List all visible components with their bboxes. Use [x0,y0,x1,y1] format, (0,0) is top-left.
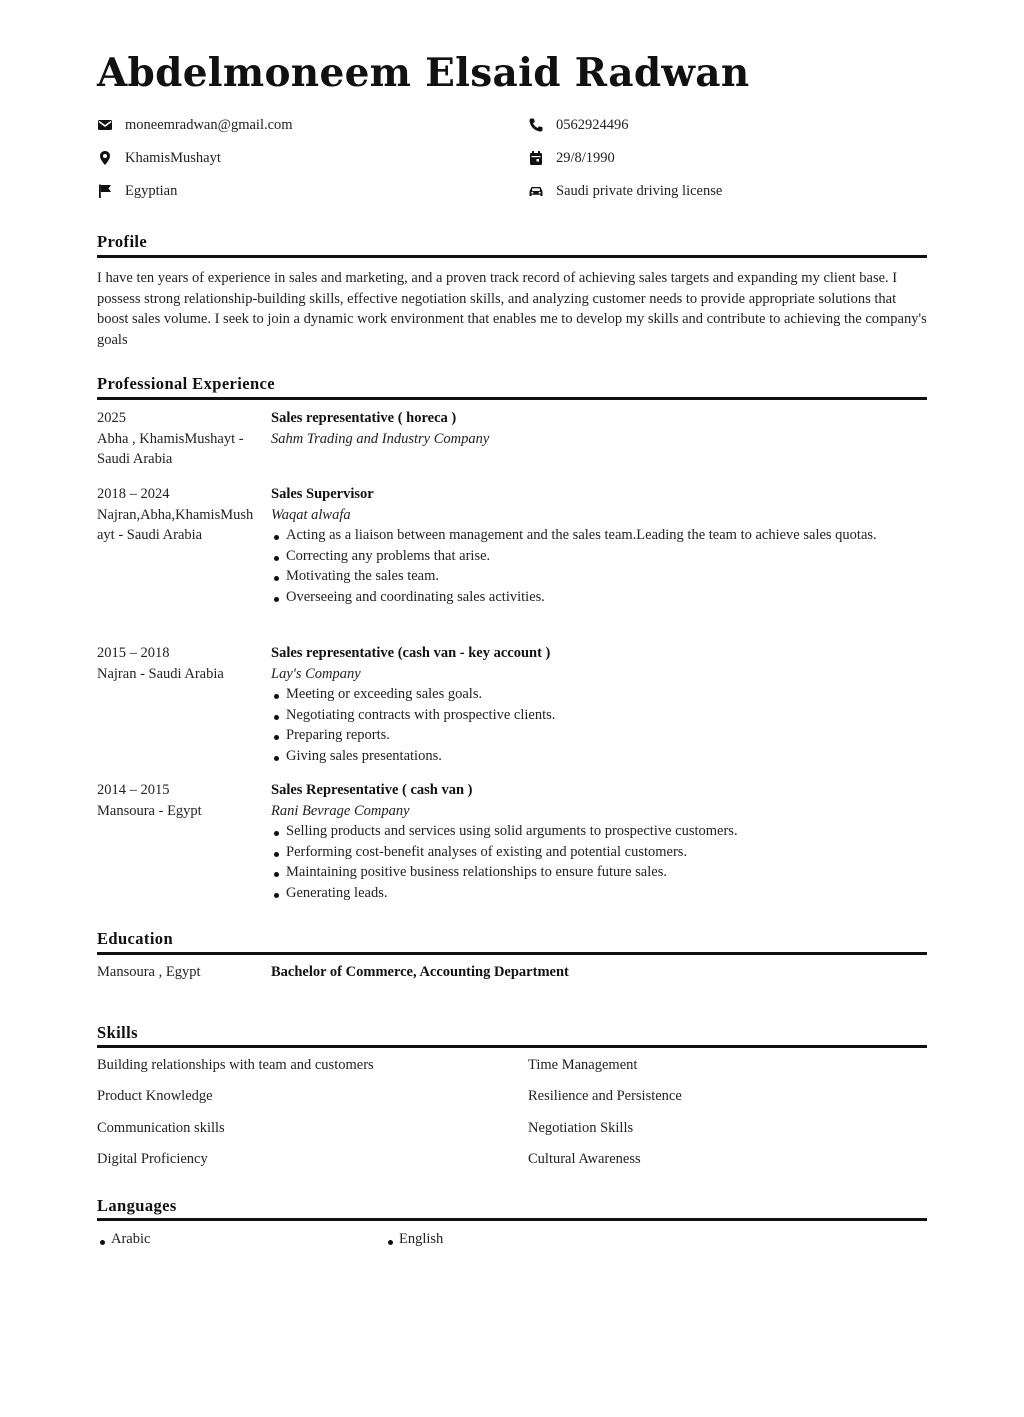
language-item: Arabic [97,1231,150,1248]
job-meta [97,408,257,470]
job-details [271,780,927,904]
list-item: Generating leads. [271,883,927,904]
contact-phone [528,114,629,136]
experience-divider [97,397,927,400]
language-item: English [385,1231,443,1248]
list-item: Correcting any problems that arise. [271,546,927,567]
job-period: 2025 [97,410,126,426]
job-location: Najran - Saudi Arabia [97,665,224,682]
job-details [271,643,927,767]
job-meta [97,484,257,546]
job-title: Sales Supervisor [271,486,374,502]
education-divider [97,952,927,955]
education-heading: Education [97,929,174,948]
contact-email [97,114,293,136]
flag-icon [97,183,113,199]
list-item: Selling products and services using solid arguments to prospective customers. [271,821,927,842]
job-details [271,484,927,608]
calendar-icon [528,150,544,166]
contact-location [97,147,221,169]
list-item: Performing cost-benefit analyses of existing and potential customers. [271,842,927,863]
skill-item: Product Knowledge [97,1088,213,1104]
email-value: moneemradwan@gmail.com [125,116,293,133]
candidate-name: Abdelmoneem Elsaid Radwan [97,50,750,96]
languages-divider [97,1218,927,1221]
list-item: Preparing reports. [271,725,927,746]
job-location: Najran,Abha,KhamisMushayt - Saudi Arabia [97,506,254,544]
job-period: 2018 – 2024 [97,486,170,502]
profile-text: I have ten years of experience in sales and marketing, and a proven track record of achieving sales targets and expanding my client base. I possess strong relationship-building skills, effective negotiation skills, and analyzing customer needs to provide appropriate solutions that boost sales volume. I seek to join a dynamic work environment that enables me to develop my skills and contribute to achieving the company's goals [97,270,927,348]
job-title: Sales representative ( horeca ) [271,410,457,426]
skills-divider [97,1045,927,1048]
location-pin-icon [97,150,113,166]
job-meta [97,643,257,684]
list-item: Maintaining positive business relationships to ensure future sales. [271,862,927,883]
job-company: Lay's Company [271,665,361,682]
list-item: Acting as a liaison between management and the sales team.Leading the team to achieve sales quotas. [271,525,906,546]
list-item: Negotiating contracts with prospective clients. [271,705,927,726]
skill-item: Time Management [528,1057,638,1073]
job-bullets [271,821,927,903]
list-item: Giving sales presentations. [271,746,927,767]
contact-license [528,180,722,202]
experience-heading: Professional Experience [97,374,275,393]
profile-divider [97,255,927,258]
profile-heading: Profile [97,232,148,251]
skill-item: Communication skills [97,1120,225,1136]
job-period: 2014 – 2015 [97,782,170,798]
skill-item: Digital Proficiency [97,1151,208,1167]
list-item: Motivating the sales team. [271,566,927,587]
job-details [271,408,927,449]
car-icon [528,183,544,199]
skills-heading: Skills [97,1023,138,1042]
job-location: Mansoura - Egypt [97,802,202,819]
list-item: Meeting or exceeding sales goals. [271,684,927,705]
phone-icon [528,117,544,133]
location-value: KhamisMushayt [125,149,221,166]
phone-value: 0562924496 [556,116,629,133]
birthdate-value: 29/8/1990 [556,149,615,166]
languages-heading: Languages [97,1196,177,1215]
job-period: 2015 – 2018 [97,645,170,661]
skill-item: Negotiation Skills [528,1120,634,1136]
job-meta [97,780,257,821]
job-bullets [271,684,927,766]
contact-nationality [97,180,177,202]
job-title: Sales representative (cash van - key account ) [271,645,551,661]
job-company: Waqat alwafa [271,506,351,523]
job-bullets [271,525,927,607]
nationality-value: Egyptian [125,182,178,199]
job-title: Sales Representative ( cash van ) [271,782,473,798]
contact-birthdate [528,147,615,169]
job-location: Abha , KhamisMushayt - Saudi Arabia [97,430,244,468]
job-company: Sahm Trading and Industry Company [271,430,490,447]
list-item: Overseeing and coordinating sales activities. [271,587,927,608]
education-location: Mansoura , Egypt [97,964,201,980]
job-company: Rani Bevrage Company [271,802,410,819]
envelope-icon [97,117,113,133]
skill-item: Cultural Awareness [528,1151,641,1167]
license-value: Saudi private driving license [556,182,723,199]
education-degree: Bachelor of Commerce, Accounting Department [271,964,569,980]
skill-item: Resilience and Persistence [528,1088,682,1104]
skill-item: Building relationships with team and customers [97,1057,374,1073]
